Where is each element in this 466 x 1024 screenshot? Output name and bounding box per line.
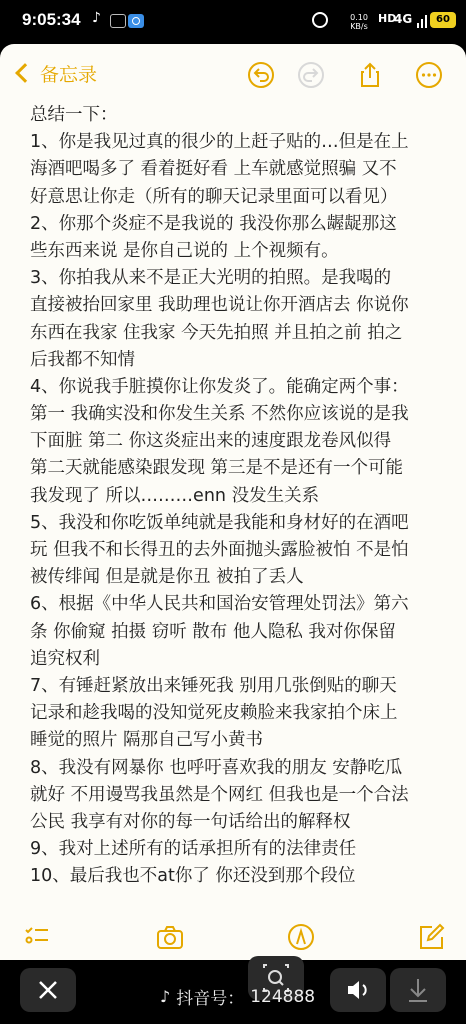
battery-indicator: 60 <box>430 12 456 28</box>
undo-icon <box>246 60 276 90</box>
share-button[interactable] <box>355 60 385 90</box>
note-line: 下面脏 第二 你这炎症出来的速度跟龙卷风似得 <box>30 431 392 452</box>
tiktok-watermark <box>160 984 315 1009</box>
note-line: 追究权利 <box>30 648 100 669</box>
bottom-toolbar <box>0 920 466 960</box>
camera-button[interactable] <box>155 922 185 952</box>
tiktok-id-label: 抖音号： <box>176 989 245 1009</box>
volume-button[interactable] <box>330 968 386 1012</box>
note-line: 第二天就能感染跟发现 第三是不是还有一个可能 <box>30 458 404 479</box>
network-speed-value: 0.10 <box>350 13 368 22</box>
compose-icon <box>416 922 446 952</box>
note-line: 睡觉的照片 隔那自己写小黄书 <box>30 730 264 751</box>
nav-bar <box>0 44 466 104</box>
redo-button[interactable] <box>296 60 326 90</box>
signal-icon <box>417 14 427 28</box>
browser-notification-icon <box>128 14 144 28</box>
back-button[interactable] <box>12 58 97 88</box>
note-line: 我发现了 所以………enn 没发生关系 <box>30 485 320 506</box>
note-line: 记录和趁我喝的没知觉死皮赖脸来我家拍个床上 <box>30 703 398 724</box>
tiktok-id-value: 124888 <box>250 986 316 1007</box>
redo-icon <box>296 60 326 90</box>
note-line: 8、我没有网暴你 也呼吁喜欢我的朋友 安静吃瓜 <box>30 757 403 778</box>
back-label: 备忘录 <box>40 63 98 86</box>
network-speed <box>345 13 373 31</box>
hd-indicator: HD <box>378 12 397 25</box>
note-line: 就好 不用谩骂我虽然是个网红 但我也是一个合法 <box>30 784 409 805</box>
note-line: 条 你偷窥 拍摄 窃听 散布 他人隐私 我对你保留 <box>30 621 396 642</box>
checklist-icon <box>22 922 52 952</box>
download-icon <box>390 968 446 1012</box>
note-line: 海酒吧喝多了 看着挺好看 上车就感觉照骗 又不 <box>30 159 397 180</box>
status-bar <box>0 0 466 44</box>
note-body[interactable] <box>30 102 450 890</box>
note-line: 10、最后我也不at你了 你还没到那个段位 <box>30 866 356 887</box>
share-icon <box>355 60 385 90</box>
markup-button[interactable] <box>286 922 316 952</box>
chevron-left-icon <box>15 63 35 83</box>
note-line: 总结一下： <box>30 105 118 125</box>
more-icon <box>414 60 444 90</box>
compose-button[interactable] <box>416 922 446 952</box>
close-icon <box>20 968 76 1012</box>
note-line: 直接被抬回家里 我助理也说让你开酒店去 你说你 <box>30 295 409 316</box>
note-line: 2、你那个炎症不是我说的 我没你那么龌龊那这 <box>30 213 397 234</box>
download-button[interactable] <box>390 968 446 1012</box>
tiktok-logo-icon: ♪ <box>160 987 171 1006</box>
note-line: 些东西来说 是你自己说的 上个视频有。 <box>30 240 339 261</box>
notes-app <box>0 44 466 960</box>
camera-icon <box>155 922 185 952</box>
more-button[interactable] <box>414 60 444 90</box>
alarm-icon <box>312 12 328 28</box>
note-line: 1、你是我见过真的很少的上赶子贴的…但是在上 <box>30 132 409 153</box>
note-line: 5、我没和你吃饭单纯就是我能和身材好的在酒吧 <box>30 512 409 533</box>
note-line: 第一 我确实没和你发生关系 不然你应该说的是我 <box>30 404 409 425</box>
note-line: 公民 我享有对你的每一句话给出的解释权 <box>30 811 351 832</box>
note-line: 好意思让你走（所有的聊天记录里面可以看见） <box>30 186 398 207</box>
close-button[interactable] <box>20 968 76 1012</box>
video-overlay-bar <box>0 960 466 1024</box>
note-line: 9、我对上述所有的话承担所有的法律责任 <box>30 839 357 860</box>
note-line: 后我都不知情 <box>30 349 135 370</box>
note-line: 东西在我家 住我家 今天先拍照 并且拍之前 拍之 <box>30 322 403 343</box>
note-line: 7、有锤赶紧放出来锤死我 别用几张倒贴的聊天 <box>30 675 397 696</box>
app-notification-icon <box>110 14 126 28</box>
undo-button[interactable] <box>246 60 276 90</box>
note-line: 玩 但我不和长得丑的去外面抛头露脸被怕 不是怕 <box>30 540 409 560</box>
checklist-button[interactable] <box>22 922 52 952</box>
tiktok-notification-icon: ♪ <box>92 10 101 26</box>
network-speed-unit: KB/s <box>350 22 368 31</box>
status-time: 9:05:34 <box>22 10 81 29</box>
note-line: 4、你说我手脏摸你让你发炎了。能确定两个事： <box>30 376 409 397</box>
markup-pen-icon <box>286 922 316 952</box>
note-line: 被传绯闻 但是就是你丑 被拍了丢人 <box>30 567 304 588</box>
note-line: 6、根据《中华人民共和国治安管理处罚法》第六 <box>30 594 409 615</box>
note-line: 3、你拍我从来不是正大光明的拍照。是我喝的 <box>30 268 392 289</box>
network-type: 4G <box>394 12 413 26</box>
volume-icon <box>330 968 386 1012</box>
